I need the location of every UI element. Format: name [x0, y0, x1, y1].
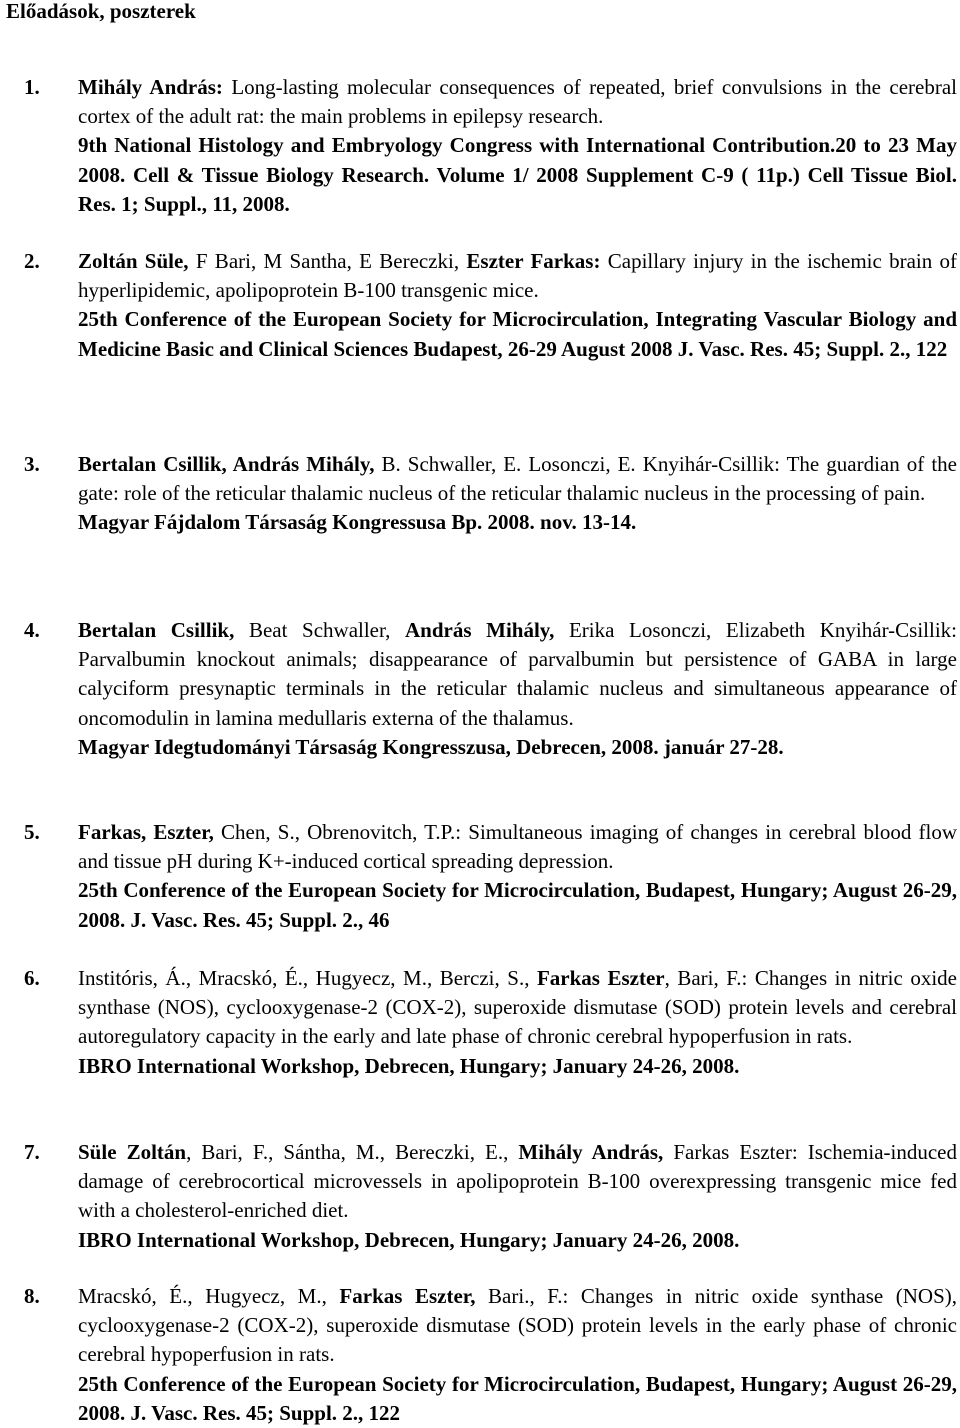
entry-number: 4.: [24, 618, 40, 642]
entry-title: [78, 818, 957, 876]
author-highlight: Farkas Eszter,: [339, 1284, 476, 1308]
entry-venue: 25th Conference of the European Society for Microcirculation, Integrating Vascular Biology and Medicine Basic and Clinical Sciences Budapest, 26-29 August 2008 J. Vasc. Res. 45; Suppl. 2., 122: [78, 307, 957, 361]
entry-number: 1.: [24, 75, 40, 99]
author-highlight: Süle Zoltán: [78, 1140, 187, 1164]
entry-venue: 25th Conference of the European Society for Microcirculation, Budapest, Hungary; August 26-29, 2008. J. Vasc. Res. 45; Suppl. 2., 122: [78, 1371, 957, 1425]
author-highlight: Farkas Eszter: [536, 966, 665, 990]
author-highlight: Mihály András:: [78, 75, 223, 99]
author-highlight: András Mihály,: [405, 618, 555, 642]
entry-number: 2.: [24, 249, 40, 273]
entry-text: Erika Losonczi, Elizabeth Knyihár-Csillik: Parvalbumin knockout animals; disappearance of parvalbumin but persistence of GABA in large calyciform presynaptic terminals in the reticular thalamic nucleus and simultaneous appearance of oncomodulin in lamina medullaris externa of the thalamus.: [78, 618, 957, 730]
entry-title: [78, 450, 957, 508]
entry-title: [78, 1138, 957, 1226]
entry-text: , Bari, F., Sántha, M., Bereczki, E.,: [186, 1140, 519, 1164]
entry-number: 8.: [24, 1284, 40, 1308]
author-highlight: Zoltán Süle,: [78, 249, 189, 273]
entry-body: [78, 247, 957, 364]
author-highlight: Farkas, Eszter,: [78, 820, 214, 844]
entry-text: , Bari, F.: Changes in nitric oxide synthase (NOS), cyclooxygenase-2 (COX-2), superoxide dismutase (SOD) protein levels and cerebral autoregulatory capacity in the early and late phase of chronic cerebral hypoperfusion in rats.: [78, 966, 957, 1049]
entry-text: Mracskó, É., Hugyecz, M.,: [78, 1284, 340, 1308]
entry-text: Capillary injury in the ischemic brain of hyperlipidemic, apolipoprotein B-100 transgenic mice.: [78, 249, 958, 303]
entry-title: [78, 247, 957, 305]
entry-body: [78, 616, 957, 762]
entry-body: [78, 1138, 957, 1255]
author-highlight: Eszter Farkas:: [466, 249, 601, 273]
entry-text: Long-lasting molecular consequences of repeated, brief convulsions in the cerebral cortex of the adult rat: the main problems in epilepsy research.: [78, 75, 957, 129]
entry-venue: 25th Conference of the European Society for Microcirculation, Budapest, Hungary; August 26-29, 2008. J. Vasc. Res. 45; Suppl. 2., 46: [78, 878, 957, 932]
entry-body: [78, 964, 957, 1081]
section-heading: Előadások, poszterek: [6, 0, 196, 23]
entry-venue: Magyar Fájdalom Társaság Kongressusa Bp. 2008. nov. 13-14.: [78, 510, 637, 535]
entry-text: Institóris, Á., Mracskó, É., Hugyecz, M., Berczi, S.,: [78, 966, 537, 990]
entry-text: Farkas Eszter: Ischemia-induced damage of cerebrocortical microvessels in apolipoprotein B-100 overexpressing transgenic mice fed with a cholesterol-enriched diet.: [78, 1140, 957, 1223]
entry-number: 7.: [24, 1140, 40, 1164]
entry-text: F Bari, M Santha, E Bereczki,: [188, 249, 467, 273]
entry-title: [78, 616, 957, 733]
entry-venue: Magyar Idegtudományi Társaság Kongresszusa, Debrecen, 2008. január 27-28.: [78, 734, 784, 759]
entry-number: 3.: [24, 452, 40, 476]
entry-body: [78, 73, 957, 219]
entry-body: [78, 1282, 957, 1428]
entry-text: B. Schwaller, E. Losonczi, E. Knyihár-Csillik: The guardian of the gate: role of the reticular thalamic nucleus of the reticular thalamic nucleus in the processing of pain.: [78, 452, 957, 506]
entry-text: Beat Schwaller,: [234, 618, 406, 642]
author-highlight: Mihály András,: [518, 1140, 664, 1164]
entry-title: [78, 73, 957, 131]
author-highlight: Bertalan Csillik,: [78, 618, 235, 642]
entry-number: 6.: [24, 966, 40, 990]
author-highlight: Bertalan Csillik, András Mihály,: [78, 452, 375, 476]
entry-title: [78, 964, 957, 1052]
entry-body: [78, 818, 957, 935]
entry-title: [78, 1282, 957, 1370]
entry-text: Chen, S., Obrenovitch, T.P.: Simultaneous imaging of changes in cerebral blood flow and tissue pH during K+-induced cortical spreading depression.: [78, 820, 957, 874]
entry-venue: 9th National Histology and Embryology Congress with International Contribution.20 to 23 May 2008. Cell & Tissue Biology Research. Volume 1/ 2008 Supplement C-9 ( 11p.) Cell Tissue Biol. Res. 1; Suppl., 11, 2008.: [78, 133, 957, 216]
entry-venue: IBRO International Workshop, Debrecen, Hungary; January 24-26, 2008.: [78, 1053, 740, 1078]
entry-number: 5.: [24, 820, 40, 844]
entry-venue: IBRO International Workshop, Debrecen, Hungary; January 24-26, 2008.: [78, 1227, 740, 1252]
entry-text: Bari., F.: Changes in nitric oxide synthase (NOS), cyclooxygenase-2 (COX-2), superoxide dismutase (SOD) protein levels in the early phase of chronic cerebral hypoperfusion in rats.: [78, 1284, 958, 1367]
entry-body: [78, 450, 957, 538]
